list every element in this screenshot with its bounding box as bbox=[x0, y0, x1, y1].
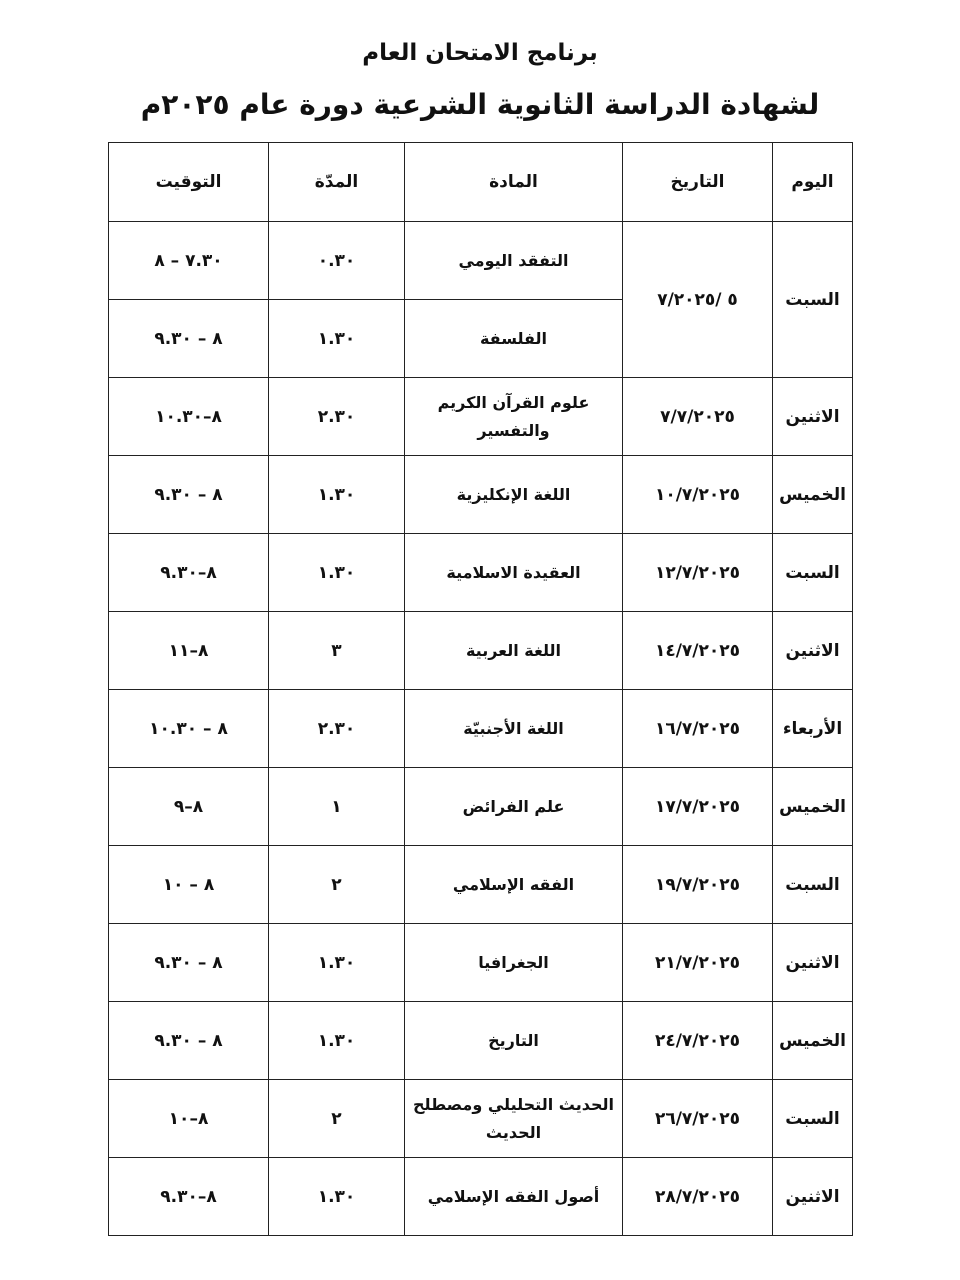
day-cell: السبت bbox=[773, 534, 853, 612]
header-day: اليوم bbox=[773, 143, 853, 222]
table-row bbox=[109, 1002, 853, 1080]
subject-cell: علم الفرائض bbox=[405, 768, 623, 846]
day-cell: السبت bbox=[773, 846, 853, 924]
table-row bbox=[109, 1080, 853, 1158]
day-cell: الخميس bbox=[773, 768, 853, 846]
time-cell: ٧.٣٠ – ٨ bbox=[109, 222, 269, 300]
time-cell: ٨ – ١٠.٣٠ bbox=[109, 690, 269, 768]
day-cell: الخميس bbox=[773, 1002, 853, 1080]
time-cell: ٨ – ٩.٣٠ bbox=[109, 1002, 269, 1080]
date-cell: ٢٨/٧/٢٠٢٥ bbox=[623, 1158, 773, 1236]
date-cell: ٥ /٧/٢٠٢٥ bbox=[623, 222, 773, 378]
duration-cell: ٣ bbox=[269, 612, 405, 690]
subject-cell: اللغة الأجنبيّة bbox=[405, 690, 623, 768]
duration-cell: ١.٣٠ bbox=[269, 456, 405, 534]
duration-cell: ٢.٣٠ bbox=[269, 378, 405, 456]
subject-cell: الحديث التحليلي ومصطلح الحديث bbox=[405, 1080, 623, 1158]
duration-cell: ١.٣٠ bbox=[269, 300, 405, 378]
duration-cell: ١.٣٠ bbox=[269, 1002, 405, 1080]
table-header-row bbox=[109, 143, 853, 222]
day-cell: السبت bbox=[773, 222, 853, 378]
time-cell: ٨–١١ bbox=[109, 612, 269, 690]
duration-cell: ٠.٣٠ bbox=[269, 222, 405, 300]
date-cell: ١٠/٧/٢٠٢٥ bbox=[623, 456, 773, 534]
header-time: التوقيت bbox=[109, 143, 269, 222]
table-row bbox=[109, 1158, 853, 1236]
date-cell: ١٦/٧/٢٠٢٥ bbox=[623, 690, 773, 768]
duration-cell: ١.٣٠ bbox=[269, 534, 405, 612]
time-cell: ٨–٩.٣٠ bbox=[109, 534, 269, 612]
subject-cell: اللغة العربية bbox=[405, 612, 623, 690]
date-cell: ٢١/٧/٢٠٢٥ bbox=[623, 924, 773, 1002]
table-row bbox=[109, 378, 853, 456]
duration-cell: ١.٣٠ bbox=[269, 924, 405, 1002]
day-cell: الاثنين bbox=[773, 924, 853, 1002]
duration-cell: ٢ bbox=[269, 846, 405, 924]
header-duration: المدّة bbox=[269, 143, 405, 222]
day-cell: الأربعاء bbox=[773, 690, 853, 768]
schedule-subtitle: لشهادة الدراسة الثانوية الشرعية دورة عام ٢٠٢٥م bbox=[140, 88, 820, 121]
table-row bbox=[109, 924, 853, 1002]
subject-cell: علوم القرآن الكريم والتفسير bbox=[405, 378, 623, 456]
date-cell: ٧/٧/٢٠٢٥ bbox=[623, 378, 773, 456]
duration-cell: ١ bbox=[269, 768, 405, 846]
subject-cell: التفقد اليومي bbox=[405, 222, 623, 300]
date-cell: ١٤/٧/٢٠٢٥ bbox=[623, 612, 773, 690]
table-row bbox=[109, 222, 853, 300]
subject-cell: اللغة الإنكليزية bbox=[405, 456, 623, 534]
table-row bbox=[109, 456, 853, 534]
date-cell: ١٧/٧/٢٠٢٥ bbox=[623, 768, 773, 846]
schedule-title: برنامج الامتحان العام bbox=[362, 40, 598, 66]
subject-cell: الفلسفة bbox=[405, 300, 623, 378]
date-cell: ١٢/٧/٢٠٢٥ bbox=[623, 534, 773, 612]
day-cell: الاثنين bbox=[773, 378, 853, 456]
duration-cell: ٢ bbox=[269, 1080, 405, 1158]
date-cell: ٢٦/٧/٢٠٢٥ bbox=[623, 1080, 773, 1158]
table-row bbox=[109, 846, 853, 924]
time-cell: ٨–١٠.٣٠ bbox=[109, 378, 269, 456]
subject-cell: الفقه الإسلامي bbox=[405, 846, 623, 924]
subject-cell: أصول الفقه الإسلامي bbox=[405, 1158, 623, 1236]
time-cell: ٨ – ١٠ bbox=[109, 846, 269, 924]
time-cell: ٨–٩.٣٠ bbox=[109, 1158, 269, 1236]
header-subject: المادة bbox=[405, 143, 623, 222]
table-row bbox=[109, 534, 853, 612]
subject-cell: الجغرافيا bbox=[405, 924, 623, 1002]
subject-cell: العقيدة الاسلامية bbox=[405, 534, 623, 612]
header-date: التاريخ bbox=[623, 143, 773, 222]
time-cell: ٨–٩ bbox=[109, 768, 269, 846]
table-row bbox=[109, 768, 853, 846]
day-cell: الاثنين bbox=[773, 612, 853, 690]
exam-schedule-table bbox=[108, 142, 853, 1236]
subject-cell: التاريخ bbox=[405, 1002, 623, 1080]
table-row bbox=[109, 690, 853, 768]
time-cell: ٨–١٠ bbox=[109, 1080, 269, 1158]
day-cell: الاثنين bbox=[773, 1158, 853, 1236]
table-row bbox=[109, 612, 853, 690]
duration-cell: ١.٣٠ bbox=[269, 1158, 405, 1236]
time-cell: ٨ – ٩.٣٠ bbox=[109, 300, 269, 378]
day-cell: الخميس bbox=[773, 456, 853, 534]
date-cell: ٢٤/٧/٢٠٢٥ bbox=[623, 1002, 773, 1080]
duration-cell: ٢.٣٠ bbox=[269, 690, 405, 768]
day-cell: السبت bbox=[773, 1080, 853, 1158]
time-cell: ٨ – ٩.٣٠ bbox=[109, 456, 269, 534]
time-cell: ٨ – ٩.٣٠ bbox=[109, 924, 269, 1002]
date-cell: ١٩/٧/٢٠٢٥ bbox=[623, 846, 773, 924]
